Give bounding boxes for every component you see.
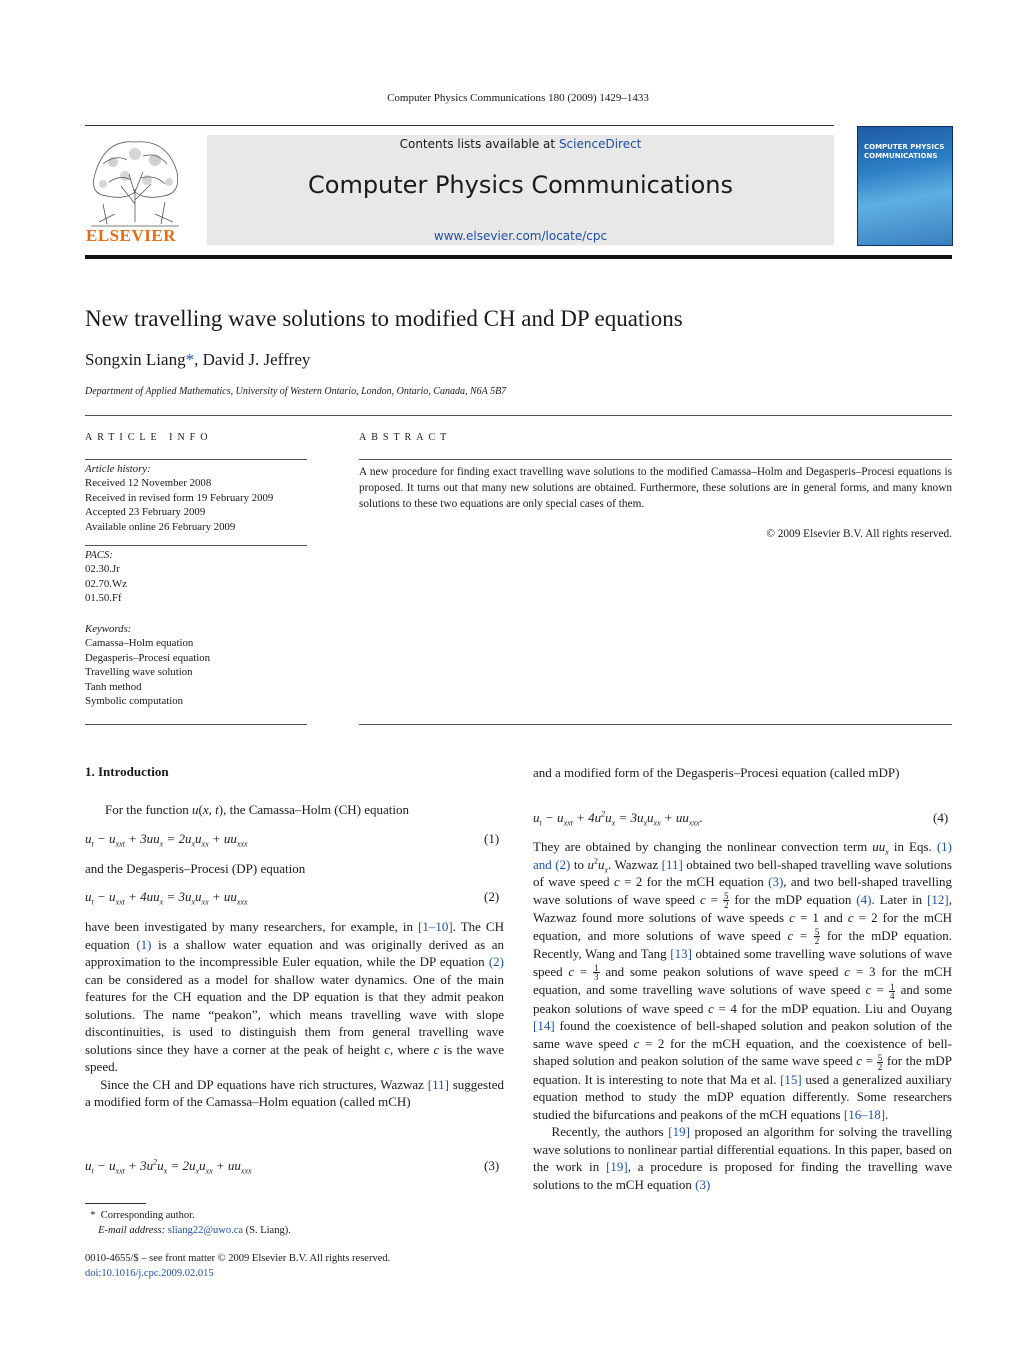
history-label: Article history: xyxy=(85,463,151,475)
journal-url-link[interactable]: www.elsevier.com/locate/cpc xyxy=(433,229,608,243)
divider xyxy=(85,724,307,725)
author-list xyxy=(85,350,310,370)
divider xyxy=(359,724,952,725)
pacs-codes xyxy=(85,548,127,606)
citation-link[interactable]: [15] xyxy=(780,1071,802,1087)
citation-link[interactable]: [13] xyxy=(670,946,692,962)
citation-link[interactable]: [14] xyxy=(533,1018,555,1034)
article-history xyxy=(85,462,273,534)
history-accepted: Accepted 23 February 2009 xyxy=(85,506,206,519)
equation-1: $u_t - u_{xxt} + 3uu_x = 2u_xu_{xx} + uu_{xxx}$ xyxy=(85,831,248,849)
paragraph: and the Degasperis–Procesi (DP) equation xyxy=(85,861,306,876)
abstract-text: A new procedure for finding exact travelling wave solutions to the modified Camassa–Holm and Degasperis–Procesi equations is proposed. It turns out that many new solutions are obtained. Furthermore, these solutions are in general forms, and many known solutions to these two equations are only special cases of them. xyxy=(359,466,952,510)
doi-link[interactable]: doi:10.1016/j.cpc.2009.02.015 xyxy=(85,1267,214,1279)
paragraph: and a modified form of the Degasperis–Procesi equation (called mDP) xyxy=(533,765,900,780)
divider xyxy=(359,459,952,460)
corresponding-author-mark[interactable]: * xyxy=(185,350,195,369)
citation-link[interactable]: [1–10] xyxy=(418,919,453,934)
citation-link[interactable]: [19] xyxy=(668,1124,690,1140)
equation-ref[interactable]: (1) and (2) xyxy=(533,839,952,872)
header-bottom-rule xyxy=(85,255,952,259)
history-online: Available online 26 February 2009 xyxy=(85,520,236,533)
equation-number: (4) xyxy=(933,810,949,825)
citation-link[interactable]: [19] xyxy=(606,1159,628,1175)
contents-line xyxy=(207,137,834,151)
abstract-copyright: © 2009 Elsevier B.V. All rights reserved. xyxy=(766,528,952,540)
divider xyxy=(85,415,952,416)
article-title: New travelling wave solutions to modified CH and DP equations xyxy=(85,306,683,331)
pacs-label: PACS: xyxy=(85,549,113,561)
equation-number: (2) xyxy=(484,889,500,904)
footnote-corresponding: * Corresponding author. xyxy=(90,1210,195,1221)
journal-cover[interactable] xyxy=(857,126,953,246)
equation-number: (1) xyxy=(484,831,500,846)
cover-title xyxy=(864,143,944,160)
cover-title-line-2: COMMUNICATIONS xyxy=(864,151,938,160)
citation-link[interactable]: [12] xyxy=(927,891,949,907)
equation-ref[interactable]: (2) xyxy=(488,954,504,969)
journal-title: Computer Physics Communications xyxy=(308,171,733,199)
running-head: Computer Physics Communications 180 (2009) 1429–1433 xyxy=(387,92,649,104)
contents-prefix: Contents lists available at xyxy=(399,137,559,151)
equation-3: $u_t - u_{xxt} + 3u^2u_x = 2u_xu_{xx} + uu_{xxx}$ xyxy=(85,1157,252,1176)
history-revised: Received in revised form 19 February 2009 xyxy=(85,491,274,504)
keyword: Tanh method xyxy=(85,680,142,693)
paragraph-body-left: have been investigated by many researchers, for example, in [1–10]. The CH equation (1) is a shallow water equation and was originally derived as an approximation to the incompressible Euler equation, while the DP equation (2) can be considered as a model for shallow water dynamics. One of the main features for the CH equation and the DP equation is that they admit peakon solutions. The name “peakon”, which means travelling wave with slope discontinuities, is used to distinguish them from general travelling wave solutions since they have a corner at the peak of height c, where c is the wave speed. Since the CH and DP equations have rich structures, Wazwaz [11] suggested a modified form of the Camassa–Holm equation (called mCH) xyxy=(85,919,504,1109)
footnote-email: E-mail address: sliang22@uwo.ca (S. Liang). xyxy=(98,1224,291,1236)
equation-ref[interactable]: (3) xyxy=(768,874,784,889)
footnote-rule xyxy=(85,1203,146,1204)
keywords-label: Keywords: xyxy=(85,623,132,635)
email-link[interactable]: sliang22@uwo.ca xyxy=(167,1224,244,1236)
issn-line: 0010-4655/$ – see front matter © 2009 Elsevier B.V. All rights reserved. xyxy=(85,1253,391,1264)
sciencedirect-link[interactable]: ScienceDirect xyxy=(558,137,642,151)
equation-ref[interactable]: (3) xyxy=(695,1176,711,1192)
pacs-code: 01.50.Ff xyxy=(85,592,122,605)
cover-title-line-1: COMPUTER PHYSICS xyxy=(864,143,945,151)
pacs-code: 02.70.Wz xyxy=(85,577,127,590)
equation-4: $u_t - u_{xxt} + 4u^2u_x = 3u_xu_{xx} + uu_{xxx}$. xyxy=(533,809,703,828)
abstract-heading: ABSTRACT xyxy=(359,432,452,443)
author-jeffrey: , David J. Jeffrey xyxy=(194,350,311,369)
keywords xyxy=(85,622,210,708)
article-info-heading: ARTICLE INFO xyxy=(85,432,213,443)
paragraph-intro: For the function u(x, t), the Camassa–Holm (CH) equation xyxy=(105,802,410,817)
pacs-code: 02.30.Jr xyxy=(85,563,120,576)
footnote xyxy=(85,1209,291,1238)
keyword: Degasperis–Procesi equation xyxy=(85,651,211,664)
header-top-rule xyxy=(85,125,834,126)
author-liang: Songxin Liang xyxy=(85,350,186,369)
section-heading: 1. Introduction xyxy=(85,764,169,779)
divider xyxy=(85,545,307,546)
paragraph-body-right: They are obtained by changing the nonlinear convection term $uu_x$ in Eqs. (1) and (2) to $u^2u_x$. Wazwaz [11] obtained two bell-shaped travelling wave solutions of wave speed c = 2 for the mCH equation (3), and two bell-shaped travelling wave solutions of wave speed c = $\frac{5}{2}$ for the mDP equation (4). Later in [12], Wazwaz found more solutions of wave speeds c = 1 and c = 2 for the mCH equation, and more solutions of wave speed c = $\frac{5}{2}$ for the mDP equation. Recently, Wang and Tang [13] obtained some travelling wave solutions of wave speed c = $\frac{1}{3}$ and some peakon solutions of wave speed c = 3 for the mCH equation, and some travelling wave solutions of wave speed c = $\frac{1}{4}$ and some peakon solutions of wave speed c = 4 for the mDP equation. Liu and Ouyang [14] found the coexistence of bell-shaped solution and peakon solution of the same wave speed c = 2 for the mCH equation, and the coexistence of bell-shaped solution and peakon solution of the same wave speed c = $\frac{5}{2}$ for the mDP equation. It is interesting to note that Ma et al. [15] used a generalized auxiliary equation method to study the mDP equation differently. Some researchers studied the bifurcations and peakons of the mCH equations [16–18]. Recently, the authors [19] proposed an algorithm for solving the travelling wave solutions to nonlinear partial differential equations. In this paper, based on the work in [19], a procedure is proposed for finding the travelling wave solutions to the mCH equation (3) xyxy=(533,839,953,1192)
history-received: Received 12 November 2008 xyxy=(85,477,212,490)
affiliation: Department of Applied Mathematics, University of Western Ontario, London, Ontario, Canada, N6A 5B7 xyxy=(85,386,507,397)
citation-link[interactable]: [16–18] xyxy=(843,1106,886,1122)
front-matter xyxy=(85,1252,390,1281)
equation-number: (3) xyxy=(484,1158,500,1173)
keyword: Camassa–Holm equation xyxy=(85,637,194,650)
citation-link[interactable]: [11] xyxy=(661,856,683,872)
equation-ref[interactable]: (4) xyxy=(856,891,872,907)
citation-link[interactable]: [11] xyxy=(427,1076,449,1092)
equation-2: $u_t - u_{xxt} + 4uu_x = 3u_xu_{xx} + uu_{xxx}$ xyxy=(85,889,248,907)
divider xyxy=(85,459,307,460)
keyword: Travelling wave solution xyxy=(85,666,193,679)
keyword: Symbolic computation xyxy=(85,695,184,708)
equation-ref[interactable]: (1) xyxy=(136,936,152,952)
elsevier-wordmark: ELSEVIER xyxy=(86,226,176,245)
